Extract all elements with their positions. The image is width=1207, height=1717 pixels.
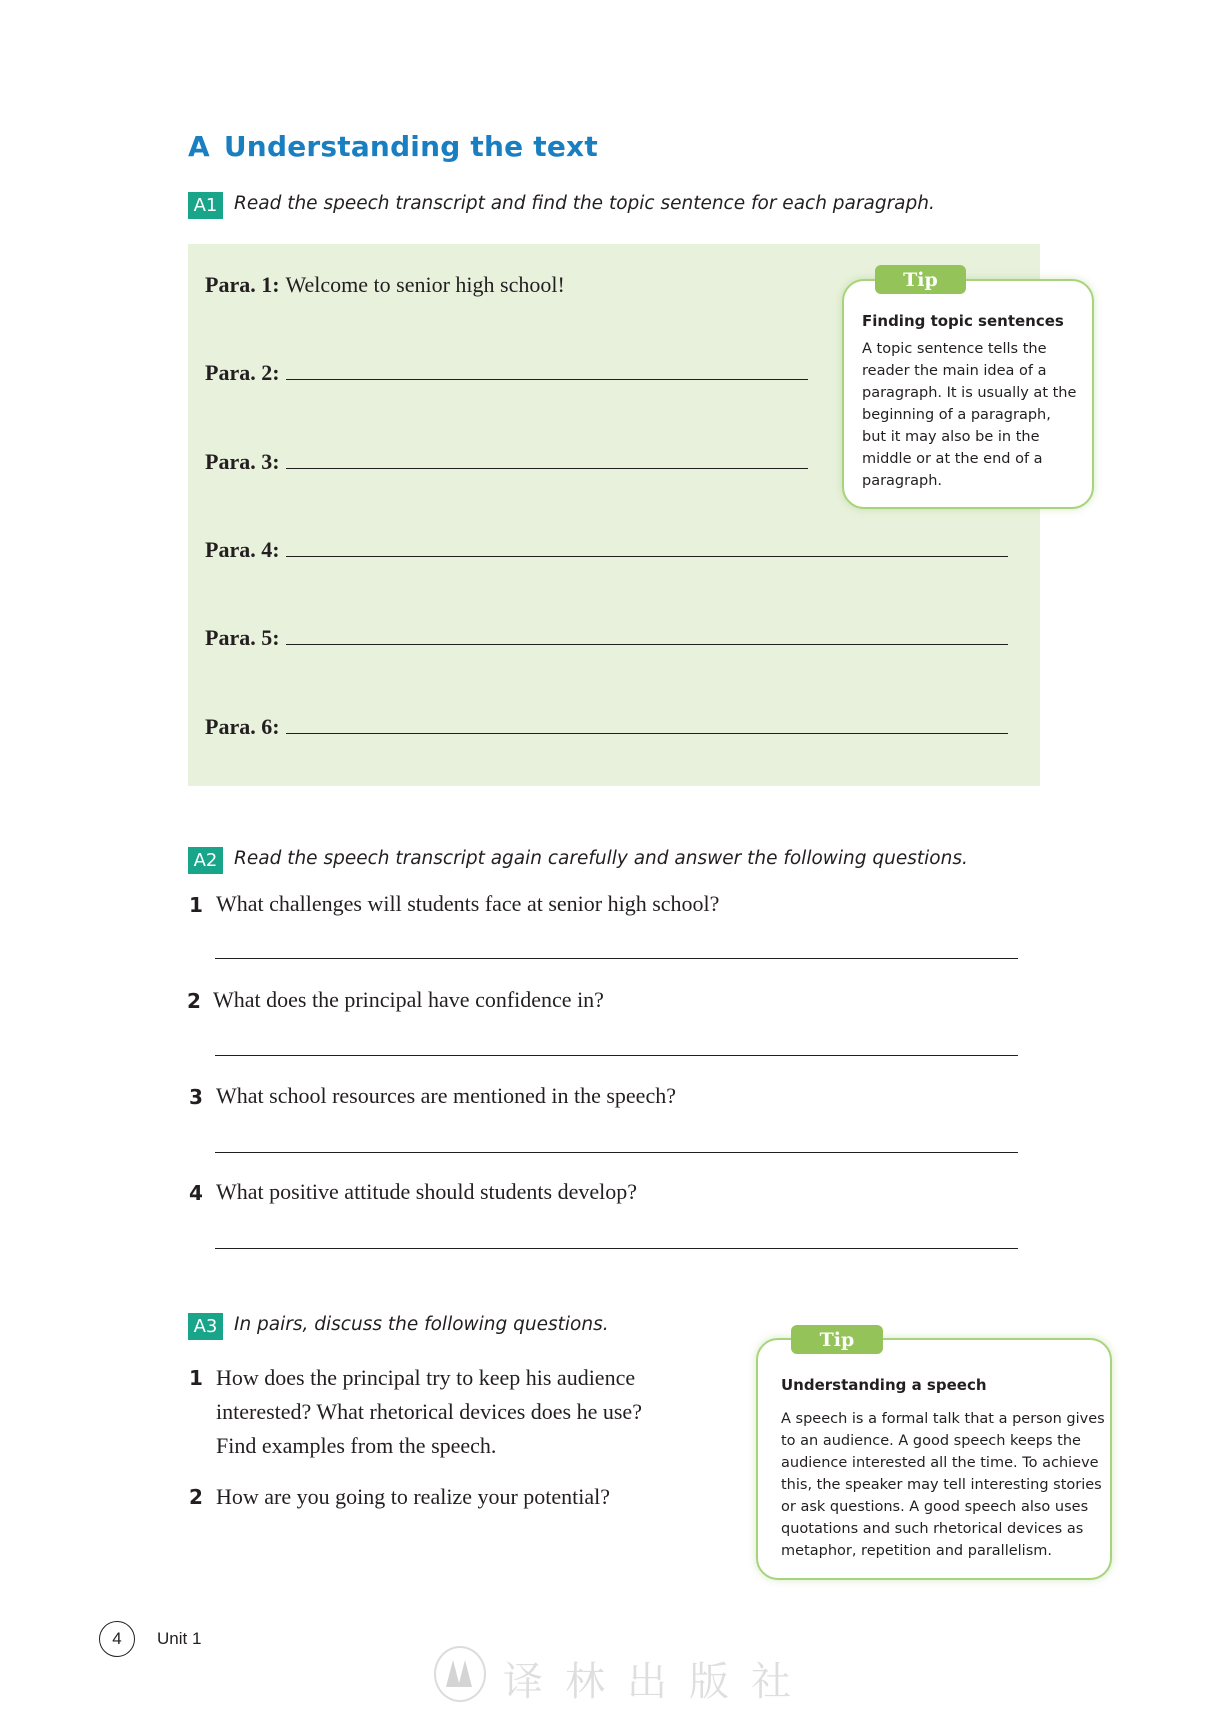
para-answer-field[interactable] bbox=[286, 715, 1008, 734]
answer-field[interactable] bbox=[215, 958, 1018, 959]
publisher-watermark: 译林出版社 bbox=[503, 1659, 813, 1705]
tip-line: paragraph. bbox=[862, 473, 942, 489]
tip-line: A speech is a formal talk that a person gives bbox=[781, 1411, 1105, 1427]
para-answer-field[interactable] bbox=[286, 450, 808, 469]
tip-tab: Tip bbox=[791, 1325, 883, 1354]
unit-label: Unit 1 bbox=[157, 1629, 202, 1648]
tip-title: Finding topic sentences bbox=[862, 312, 1064, 330]
tip-line: or ask questions. A good speech also uses bbox=[781, 1499, 1089, 1515]
discussion-question bbox=[216, 1361, 642, 1463]
discussion-question bbox=[216, 1480, 610, 1514]
question-number: 1 bbox=[189, 893, 203, 917]
a2-instruction: Read the speech transcript again carefully and answer the following questions. bbox=[234, 848, 968, 869]
question-text: What challenges will students face at senior high school? bbox=[216, 891, 720, 916]
discussion-number: 2 bbox=[189, 1485, 203, 1509]
discussion-line: Find examples from the speech. bbox=[216, 1433, 497, 1458]
tip-body bbox=[781, 1408, 1105, 1562]
tip-title: Understanding a speech bbox=[781, 1376, 987, 1394]
answer-field[interactable] bbox=[215, 1055, 1018, 1056]
question-number: 3 bbox=[189, 1085, 203, 1109]
para-row-4 bbox=[205, 537, 1008, 563]
page-number: 4 bbox=[99, 1621, 135, 1657]
tip-line: audience interested all the time. To achieve bbox=[781, 1455, 1099, 1471]
tip-line: beginning of a paragraph, bbox=[862, 407, 1051, 423]
para-label: Para. 5: bbox=[205, 625, 280, 650]
question-text: What does the principal have confidence in? bbox=[213, 987, 604, 1012]
a1-badge: A1 bbox=[188, 192, 223, 219]
question-number: 4 bbox=[189, 1181, 203, 1205]
discussion-number: 1 bbox=[189, 1366, 203, 1390]
para-label: Para. 6: bbox=[205, 714, 280, 739]
discussion-line: How are you going to realize your potential? bbox=[216, 1484, 611, 1509]
trees-logo-icon bbox=[434, 1646, 486, 1702]
tip-line: paragraph. It is usually at the bbox=[862, 385, 1077, 401]
para-answer-field[interactable] bbox=[286, 361, 808, 380]
tip-line: to an audience. A good speech keeps the bbox=[781, 1433, 1081, 1449]
tip-body bbox=[862, 338, 1076, 492]
discussion-line: How does the principal try to keep his audience bbox=[216, 1365, 636, 1390]
tip-line: metaphor, repetition and parallelism. bbox=[781, 1543, 1052, 1559]
section-letter: A bbox=[188, 130, 210, 163]
para-label: Para. 1: bbox=[205, 272, 280, 297]
tip-line: reader the main idea of a bbox=[862, 363, 1047, 379]
tip-tab: Tip bbox=[875, 265, 966, 294]
para-label: Para. 2: bbox=[205, 360, 280, 385]
para-answer-field[interactable] bbox=[286, 626, 1008, 645]
a3-instruction: In pairs, discuss the following questions. bbox=[234, 1314, 609, 1335]
para-row-1 bbox=[205, 272, 565, 298]
tip-line: this, the speaker may tell interesting stories bbox=[781, 1477, 1102, 1493]
trees-icon bbox=[443, 1657, 477, 1691]
discussion-line: interested? What rhetorical devices does he use? bbox=[216, 1399, 642, 1424]
para-row-5 bbox=[205, 625, 1008, 651]
tip-line: middle or at the end of a bbox=[862, 451, 1043, 467]
para-row-6 bbox=[205, 714, 1008, 740]
section-title: Understanding the text bbox=[223, 130, 598, 163]
question-text: What positive attitude should students develop? bbox=[216, 1179, 637, 1204]
answer-field[interactable] bbox=[215, 1152, 1018, 1153]
para-answer-field[interactable] bbox=[286, 538, 1008, 557]
question-number: 2 bbox=[187, 989, 201, 1013]
section-heading bbox=[188, 130, 598, 163]
tip-line: quotations and such rhetorical devices as bbox=[781, 1521, 1084, 1537]
para-label: Para. 3: bbox=[205, 449, 280, 474]
para-topic-sentence: Welcome to senior high school! bbox=[285, 272, 565, 297]
para-row-3 bbox=[205, 449, 808, 475]
a3-badge: A3 bbox=[188, 1313, 223, 1340]
a1-instruction: Read the speech transcript and find the topic sentence for each paragraph. bbox=[234, 193, 935, 214]
para-label: Para. 4: bbox=[205, 537, 280, 562]
a2-badge: A2 bbox=[188, 847, 223, 874]
tip-line: A topic sentence tells the bbox=[862, 341, 1047, 357]
question-text: What school resources are mentioned in the speech? bbox=[216, 1083, 676, 1108]
para-row-2 bbox=[205, 360, 808, 386]
tip-line: but it may also be in the bbox=[862, 429, 1040, 445]
answer-field[interactable] bbox=[215, 1248, 1018, 1249]
